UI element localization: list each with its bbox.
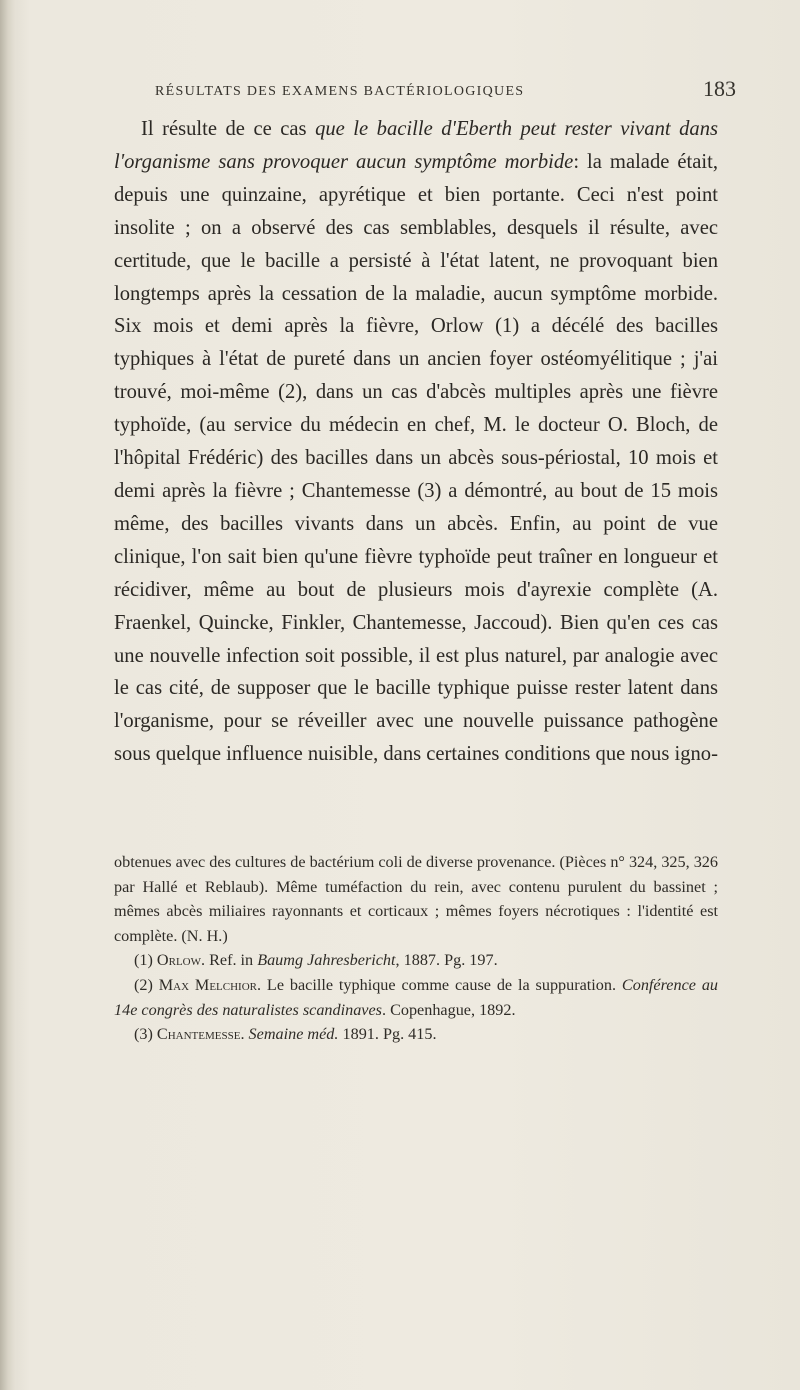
footnote-1-tail: , 1887. Pg. 197. [395,951,498,970]
footnote-3-author: Chantemesse [156,1025,241,1044]
footnote-2 [114,973,718,1022]
page-number: 183 [703,76,736,101]
paragraph-text-body: : la malade était, depuis une quinzaine, apyrétique et bien portante. Ceci n'est point insolite ; on a observé des cas semblables, desquels il résulte, avec certitude, que le bacille a persisté à l'état latent, ne provoquant bien longtemps après la cessation de la maladie, aucun symptôme morbide. Six mois et demi après la fièvre, Orlow (1) a décélé des bacilles typhiques à l'état de pureté dans un ancien foyer ostéomyélitique ; j'ai trouvé, moi-même (2), dans un cas d'abcès multiples après une fièvre typhoïde, (au service du médecin en chef, M. le docteur O. Bloch, de l'hôpital Frédéric) des bacilles dans un abcès sous-périostal, 10 mois et demi après la fièvre ; Chantemesse (3) a démontré, au bout de 15 mois même, des bacilles vivants dans un abcès. Enfin, au point de vue clinique, l'on sait bien qu'une fièvre typhoïde peut traîner en longueur et récidiver, même au bout de plusieurs mois d'ayrexie complète (A. Fraenkel, Quincke, Finkler, Chantemesse, Jaccoud). Bien qu'en ces cas une nouvelle infection soit possible, il est plus naturel, par analogie avec le cas cité, de supposer que le bacille typhique puisse rester latent dans l'organisme, pour se réveiller avec une nouvelle puissance pathogène sous quelque influence nuisible, dans certaines conditions que nous igno- [114,150,718,766]
footnote-2-mark: (2) [134,975,159,994]
paragraph-text-intro: Il résulte de ce cas [141,118,316,140]
footnote-1-journal: Baumg Jahresbericht [257,951,396,970]
footnotes-block [114,850,718,1047]
footnote-3-mark: (3) [134,1025,157,1044]
footnote-1-ref: . Ref. in [201,951,258,970]
footnote-1-mark: (1) [134,951,157,970]
footnote-3-tail: 1891. Pg. 415. [338,1025,437,1044]
footnote-2-author: Max Melchior [158,975,257,994]
footnote-3-journal: Semaine méd. [248,1025,339,1044]
footnote-1-author: Orlow [156,951,201,970]
footnote-3-ref: . [240,1025,249,1044]
footnote-3 [114,1022,718,1047]
running-title: RÉSULTATS DES EXAMENS BACTÉRIOLOGIQUES [155,84,525,99]
footnote-2-tail: . Copenhague, 1892. [381,1000,516,1019]
footnote-1 [114,948,718,973]
main-paragraph [114,113,718,771]
footnote-2-ref: . Le bacille typhique comme cause de la suppuration. [257,975,622,994]
footnote-2-journal: Conférence au 14e congrès des naturalistes scandinaves [114,975,719,1019]
paragraph-italic-thesis: que le bacille d'Eberth peut rester vivant dans l'organisme sans provoquer aucun symptôme morbide [114,118,718,173]
page-gutter-shadow [0,0,16,1390]
footnote-continuation: obtenues avec des cultures de bactérium coli de diverse provenance. (Pièces n° 324, 325, 326 par Hallé et Reblaub). Même tuméfaction du rein, avec contenu purulent du bassinet ; mêmes abcès miliaires rayonnants et corticaux ; mêmes foyers nécrotiques : l'identité est complète. (N. H.) [114,853,718,945]
